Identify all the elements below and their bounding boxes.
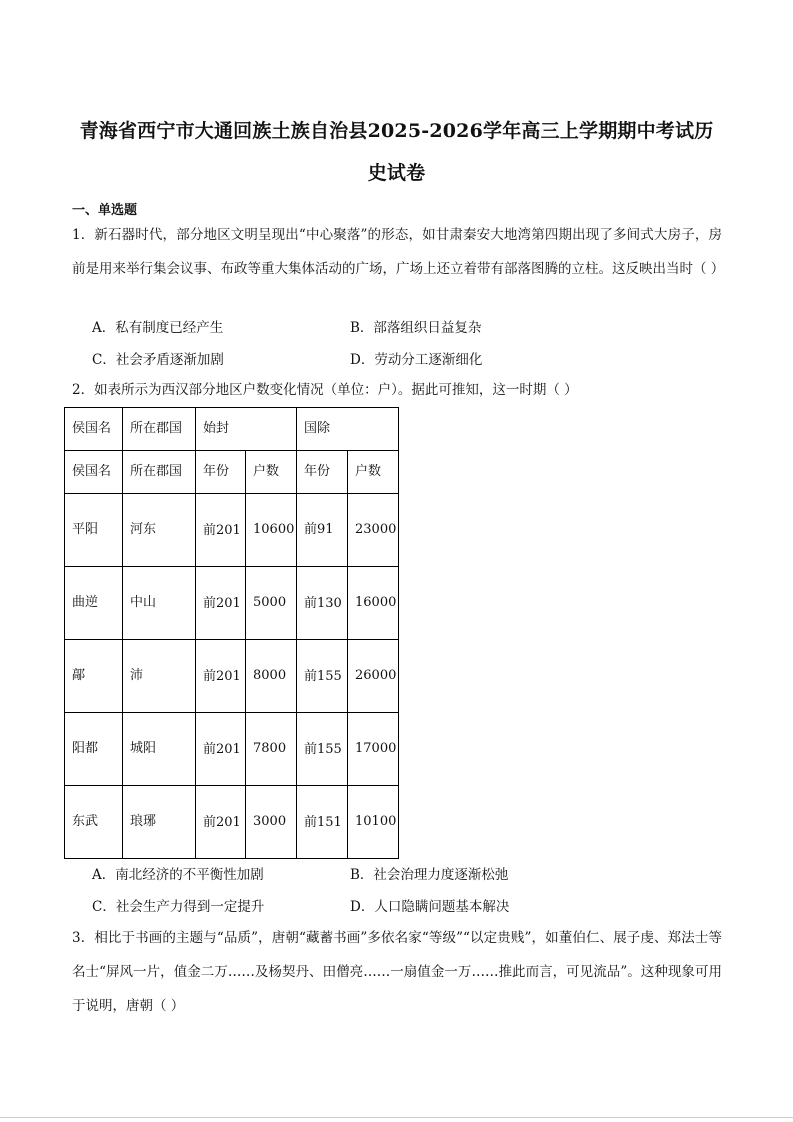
table-cell: 前130 <box>297 567 348 640</box>
table-cell: 鄗 <box>65 640 123 713</box>
question-2-text: 2．如表所示为西汉部分地区户数变化情况（单位：户）。据此可推知，这一时期（ ） <box>72 382 578 398</box>
table-row <box>65 567 399 640</box>
table-cell: 前201 <box>196 640 246 713</box>
table-cell: 城阳 <box>123 713 196 786</box>
table-cell: 沛 <box>123 640 196 713</box>
q2-option-a[interactable]: A．南北经济的不平衡性加剧 <box>92 867 264 883</box>
q1-option-a[interactable]: A．私有制度已经产生 <box>92 320 224 336</box>
doc-title-line2: 史试卷 <box>367 162 426 184</box>
table-header-row-2 <box>65 451 399 494</box>
table-row <box>65 494 399 567</box>
table-cell: 前91 <box>297 494 348 567</box>
question-1-text: 1．新石器时代，部分地区文明呈现出“中心聚落”的形态，如甘肃秦安大地湾第四期出现了多间式大房子，房前是用来举行集会议事、布政等重大集体活动的广场，广场上还立着带有部落图腾的立柱。这反映出当时（ ） <box>72 227 725 277</box>
table-row <box>65 713 399 786</box>
table-cell: 平阳 <box>65 494 123 567</box>
table-cell: 前155 <box>297 713 348 786</box>
q2-option-d[interactable]: D．人口隐瞒问题基本解决 <box>350 899 510 915</box>
table-cell: 10600 <box>246 494 297 567</box>
table-cell: 前201 <box>196 567 246 640</box>
table-cell: 前201 <box>196 786 246 859</box>
table-cell: 前201 <box>196 713 246 786</box>
table-header-cell: 侯国名 <box>65 408 123 451</box>
question-3-text: 3．相比于书画的主题与“品质”，唐朝“藏蓄书画”多依名家“等级”“以定贵贱”，如董伯仁、展子虔、郑法士等名士“屏风一片，值金二万……及杨契丹、田僧亮……一扇值金一万……推此而言，可见流品”。这种现象可用于说明，唐朝（ ） <box>72 930 722 1014</box>
doc-title-line1: 青海省西宁市大通回族土族自治县2025-2026学年高三上学期期中考试历 <box>79 120 714 142</box>
table-cell: 5000 <box>246 567 297 640</box>
table-header-cell: 侯国名 <box>65 451 123 494</box>
table-row <box>65 786 399 859</box>
section-heading: 一、单选题 <box>72 203 138 218</box>
table-cell: 3000 <box>246 786 297 859</box>
q1-option-d[interactable]: D．劳动分工逐渐细化 <box>350 352 483 368</box>
table-cell: 琅琊 <box>123 786 196 859</box>
table-header-cell: 年份 <box>297 451 348 494</box>
table-cell: 曲逆 <box>65 567 123 640</box>
q1-option-c[interactable]: C．社会矛盾逐渐加剧 <box>92 352 224 368</box>
page-bottom-divider <box>0 1117 793 1118</box>
table-cell: 10100 <box>348 786 399 859</box>
household-table <box>64 407 399 859</box>
table-row <box>65 640 399 713</box>
table-cell: 7800 <box>246 713 297 786</box>
table-header-cell: 所在郡国 <box>123 408 196 451</box>
table-cell: 26000 <box>348 640 399 713</box>
table-cell: 16000 <box>348 567 399 640</box>
table-header-cell: 年份 <box>196 451 246 494</box>
table-header-cell: 始封 <box>196 408 297 451</box>
table-cell: 阳都 <box>65 713 123 786</box>
table-cell: 前151 <box>297 786 348 859</box>
table-cell: 23000 <box>348 494 399 567</box>
table-header-cell: 国除 <box>297 408 399 451</box>
table-cell: 17000 <box>348 713 399 786</box>
table-header-cell: 所在郡国 <box>123 451 196 494</box>
table-cell: 前155 <box>297 640 348 713</box>
q2-option-b[interactable]: B．社会治理力度逐渐松弛 <box>350 867 509 883</box>
table-cell: 东武 <box>65 786 123 859</box>
q2-option-c[interactable]: C．社会生产力得到一定提升 <box>92 899 265 915</box>
table-cell: 8000 <box>246 640 297 713</box>
table-header-cell: 户数 <box>348 451 399 494</box>
q1-option-b[interactable]: B．部落组织日益复杂 <box>350 320 482 336</box>
table-cell: 中山 <box>123 567 196 640</box>
table-cell: 河东 <box>123 494 196 567</box>
table-header-cell: 户数 <box>246 451 297 494</box>
table-header-row-1 <box>65 408 399 451</box>
table-cell: 前201 <box>196 494 246 567</box>
